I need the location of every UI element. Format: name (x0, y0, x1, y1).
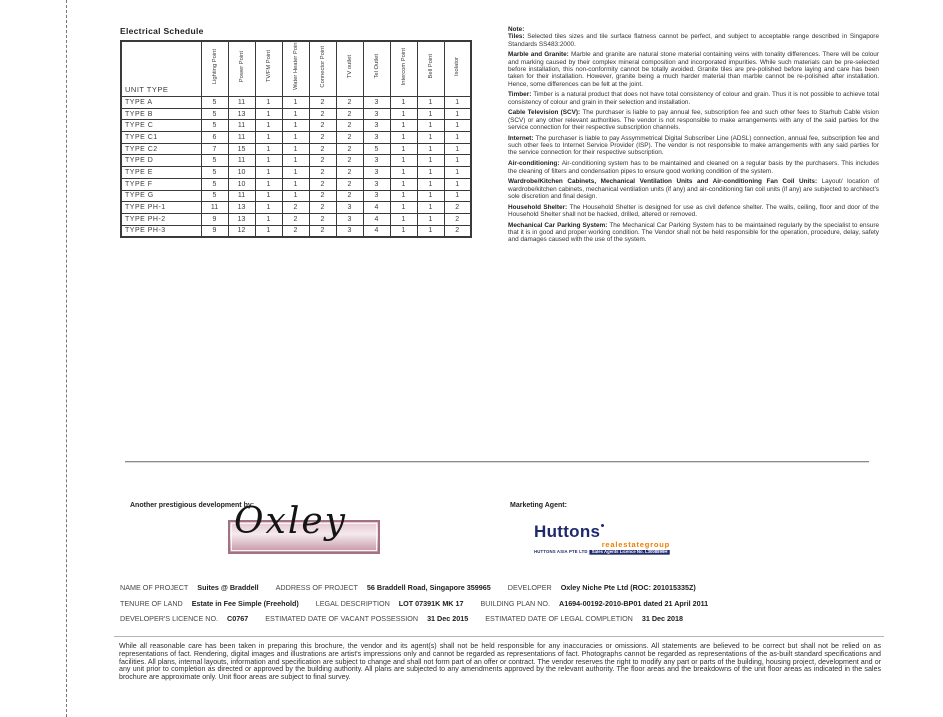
unit-type-cell: TYPE PH-1 (121, 202, 201, 214)
value-cell: 1 (255, 167, 282, 179)
developer-intro-label: Another prestigious development by: (130, 502, 255, 509)
value-cell: 5 (201, 155, 228, 167)
unit-type-cell: TYPE F (121, 178, 201, 190)
table-row (121, 225, 471, 237)
value-cell: 1 (444, 143, 471, 155)
value-cell: 1 (417, 108, 444, 120)
table-row (121, 108, 471, 120)
unit-type-cell: TYPE C (121, 120, 201, 132)
value-cell: 2 (444, 225, 471, 237)
disclaimer-text: While all reasonable care has been taken in preparing this brochure, the vendor and its agent(s) shall not be held responsible for any inaccuracies or omissions. All statements are believed to be correct but shall not be relied on as representations of fact. Rendering, digital images and illustrations are artist's impressions only and cannot be regarded as representations of fact. Photographs cannot be regarded as representations of the as-built standard specifications and facilities. All plans, internal layouts, information and specification are subject to change and shall not form part of an offer or contract. The vendor reserves the right to modify any part or parts of the building, housing project, development and or any unit prior to completion as directed or approved by the building authority. All plans are subjected to any amendments approved by the relevant authority. The floor areas and the breakdowns of the unit floor areas as indicated in the sales brochure are approximate only. Unit floor areas are subject to final survey. (119, 642, 881, 682)
value-cell: 3 (363, 167, 390, 179)
note-text: The purchaser is liable to pay Assymmetrical Digital Subscriber Line (ADSL) connection, annual fee, subscription fee and such other fees to Internet Service Provider (ISP). The vendor is not responsible to make arrangements with any said parties for the service connection for their respective subscription. (508, 134, 879, 157)
note-title: Timber: (508, 91, 534, 99)
value-cell: 3 (336, 213, 363, 225)
value-cell: 2 (309, 213, 336, 225)
value-cell: 1 (255, 132, 282, 144)
table-row (121, 97, 471, 109)
notes-list (508, 33, 879, 243)
value-cell: 6 (201, 132, 228, 144)
value-cell: 11 (228, 120, 255, 132)
table-row (121, 202, 471, 214)
notes-heading: Note: (508, 26, 525, 33)
value-cell: 3 (363, 132, 390, 144)
value-cell: 13 (228, 108, 255, 120)
note-paragraph (508, 178, 879, 200)
value-cell: 1 (390, 190, 417, 202)
huttons-licence-badge: Sales Agents Licence No. L3008899H (589, 550, 669, 555)
value-cell: 1 (282, 132, 309, 144)
column-header-label: Lighting Point (211, 48, 218, 85)
value-cell: 1 (282, 143, 309, 155)
value-cell: 2 (336, 132, 363, 144)
value-cell: 1 (444, 190, 471, 202)
note-paragraph (508, 51, 879, 87)
unit-type-cell: TYPE PH-2 (121, 213, 201, 225)
note-title: Marble and Granite: (508, 51, 571, 59)
value-cell: 1 (282, 108, 309, 120)
value-cell: 1 (255, 202, 282, 214)
column-header (363, 41, 390, 97)
value-cell: 1 (417, 155, 444, 167)
fold-mark-line (66, 0, 67, 717)
value-cell: 3 (336, 225, 363, 237)
value-cell: 2 (282, 213, 309, 225)
value-cell: 1 (255, 143, 282, 155)
table-row (121, 178, 471, 190)
unit-type-header: UNIT TYPE (121, 41, 201, 97)
value-cell: 1 (390, 143, 417, 155)
value-cell: 1 (390, 167, 417, 179)
value-cell: 2 (282, 202, 309, 214)
value-cell: 1 (390, 120, 417, 132)
detail-pair (120, 583, 259, 592)
detail-label: ESTIMATED DATE OF VACANT POSSESSION (265, 614, 419, 623)
unit-type-cell: TYPE E (121, 167, 201, 179)
value-cell: 2 (309, 97, 336, 109)
value-cell: 2 (309, 143, 336, 155)
value-cell: 13 (228, 213, 255, 225)
value-cell: 1 (282, 97, 309, 109)
detail-value: Oxley Niche Pte Ltd (ROC: 201015335Z) (560, 583, 696, 592)
value-cell: 1 (417, 178, 444, 190)
note-text: Marble and granite are natural stone material containing veins with tonality differences. There will be colour and marking caused by their complex mineral composition and incorporated impurities. While such materials can be pre-selected before installation, this non-conformity cannot be totally avoided. Granite tiles are pre-polished before laying and care has been taken for their installation. However, granite being a much harder material than marble cannot be re-polished after installation. Hence, some differences can be felt at the joint. (508, 51, 879, 88)
value-cell: 3 (363, 120, 390, 132)
detail-label: DEVELOPER (507, 583, 552, 592)
value-cell: 3 (336, 202, 363, 214)
value-cell: 5 (201, 167, 228, 179)
value-cell: 15 (228, 143, 255, 155)
detail-label: DEVELOPER'S LICENCE NO. (120, 614, 219, 623)
note-title: Wardrobe/Kitchen Cabinets, Mechanical Ventilation Units and Air-conditioning Fan Coil Units: (508, 178, 822, 186)
value-cell: 1 (417, 190, 444, 202)
table-row (121, 143, 471, 155)
project-details-row (120, 599, 882, 608)
note-title: Internet: (508, 134, 536, 142)
column-header-label: Tel Outlet (373, 54, 380, 79)
huttons-company-name: HUTTONS ASIA PTE LTD (534, 550, 588, 555)
value-cell: 1 (390, 132, 417, 144)
value-cell: 4 (363, 202, 390, 214)
value-cell: 1 (444, 167, 471, 179)
value-cell: 1 (417, 225, 444, 237)
value-cell: 1 (417, 167, 444, 179)
huttons-wordmark: Huttons (534, 522, 601, 541)
value-cell: 1 (390, 213, 417, 225)
column-header (201, 41, 228, 97)
value-cell: 1 (282, 178, 309, 190)
value-cell: 1 (255, 213, 282, 225)
column-header (444, 41, 471, 97)
value-cell: 7 (201, 143, 228, 155)
project-details-row (120, 614, 882, 623)
table-row (121, 132, 471, 144)
electrical-schedule-title: Electrical Schedule (120, 26, 204, 36)
value-cell: 10 (228, 178, 255, 190)
detail-label: NAME OF PROJECT (120, 583, 189, 592)
huttons-tagline: realestategroup (601, 540, 670, 549)
table-row (121, 120, 471, 132)
note-text: Air-conditioning system has to be maintained and cleaned on a regular basis by the purchasers. This includes the cleaning of filters and condensation pipes to ensure good working condition of the system. (508, 160, 880, 175)
value-cell: 1 (282, 190, 309, 202)
note-title: Air-conditioning: (508, 160, 562, 168)
value-cell: 1 (444, 97, 471, 109)
value-cell: 5 (201, 190, 228, 202)
value-cell: 1 (255, 120, 282, 132)
value-cell: 1 (282, 120, 309, 132)
value-cell: 1 (255, 190, 282, 202)
value-cell: 2 (336, 97, 363, 109)
value-cell: 11 (201, 202, 228, 214)
value-cell: 3 (363, 190, 390, 202)
value-cell: 1 (444, 155, 471, 167)
column-header-label: Intercom Point (400, 47, 407, 86)
value-cell: 3 (363, 155, 390, 167)
column-header-label: Isolator (454, 56, 461, 76)
value-cell: 2 (282, 225, 309, 237)
value-cell: 2 (336, 178, 363, 190)
value-cell: 4 (363, 225, 390, 237)
note-paragraph (508, 91, 879, 106)
value-cell: 1 (255, 97, 282, 109)
value-cell: 1 (390, 202, 417, 214)
value-cell: 1 (444, 132, 471, 144)
value-cell: 2 (309, 225, 336, 237)
value-cell: 2 (309, 178, 336, 190)
column-header (309, 41, 336, 97)
value-cell: 1 (390, 225, 417, 237)
note-paragraph (508, 160, 879, 175)
note-title: Mechanical Car Parking System: (508, 221, 610, 229)
value-cell: 1 (390, 108, 417, 120)
column-header (390, 41, 417, 97)
value-cell: 2 (309, 202, 336, 214)
value-cell: 2 (444, 213, 471, 225)
trademark-dot-icon (601, 524, 604, 527)
note-title: Tiles: (508, 33, 528, 41)
table-row (121, 155, 471, 167)
value-cell: 2 (309, 155, 336, 167)
detail-pair (485, 614, 683, 623)
detail-pair (481, 599, 709, 608)
unit-type-cell: TYPE C2 (121, 143, 201, 155)
value-cell: 2 (336, 108, 363, 120)
table-header (121, 41, 471, 97)
huttons-logo-text (534, 523, 670, 540)
note-paragraph (508, 222, 879, 244)
project-details-row (120, 583, 882, 592)
value-cell: 2 (309, 108, 336, 120)
oxley-logo (228, 501, 380, 554)
value-cell: 2 (336, 120, 363, 132)
huttons-licence-bar (534, 550, 670, 555)
value-cell: 1 (417, 143, 444, 155)
detail-value: LOT 07391K MK 17 (398, 598, 464, 608)
note-text: The purchaser is liable to pay annual fee, subscription fee and such other fees to Starhub Cable vision (SCV) or any other relevant authorities. The vendor is not responsible to make arrangements with any of the said parties for the service connection for their respective subscription channels. (508, 109, 879, 132)
value-cell: 1 (255, 108, 282, 120)
value-cell: 1 (255, 225, 282, 237)
column-header-label: Connector Point (319, 45, 326, 88)
detail-pair (276, 583, 491, 592)
note-paragraph (508, 204, 879, 219)
value-cell: 1 (390, 97, 417, 109)
value-cell: 4 (363, 213, 390, 225)
detail-label: ESTIMATED DATE OF LEGAL COMPLETION (485, 614, 633, 623)
detail-pair (265, 614, 468, 623)
detail-value: 31 Dec 2018 (641, 614, 684, 623)
value-cell: 3 (363, 108, 390, 120)
value-cell: 5 (363, 143, 390, 155)
detail-value: C0767 (227, 614, 249, 623)
value-cell: 1 (255, 178, 282, 190)
column-header (417, 41, 444, 97)
value-cell: 1 (390, 155, 417, 167)
value-cell: 1 (282, 167, 309, 179)
value-cell: 1 (417, 120, 444, 132)
detail-label: ADDRESS OF PROJECT (275, 583, 358, 592)
value-cell: 1 (282, 155, 309, 167)
value-cell: 13 (228, 202, 255, 214)
value-cell: 11 (228, 132, 255, 144)
value-cell: 1 (417, 213, 444, 225)
value-cell: 2 (336, 143, 363, 155)
value-cell: 2 (309, 132, 336, 144)
unit-type-cell: TYPE C1 (121, 132, 201, 144)
detail-value: Estate in Fee Simple (Freehold) (191, 598, 299, 608)
table-header-row (121, 41, 471, 97)
value-cell: 1 (417, 202, 444, 214)
detail-pair (120, 599, 299, 608)
detail-value: Suites @ Braddell (197, 583, 259, 592)
electrical-schedule-section (120, 26, 472, 238)
value-cell: 10 (228, 167, 255, 179)
value-cell: 1 (255, 155, 282, 167)
note-title: Household Shelter: (508, 203, 570, 211)
value-cell: 2 (309, 120, 336, 132)
value-cell: 2 (336, 167, 363, 179)
detail-pair (316, 599, 464, 608)
detail-label: TENURE OF LAND (120, 598, 183, 608)
value-cell: 2 (309, 190, 336, 202)
unit-type-cell: TYPE D (121, 155, 201, 167)
notes-section (508, 26, 879, 247)
table-row (121, 213, 471, 225)
value-cell: 3 (363, 178, 390, 190)
value-cell: 1 (444, 178, 471, 190)
note-text: The Household Shelter is designed for use as civil defence shelter. The walls, ceiling, floor and door of the Household Shelter shall not be hacked, drilled, altered or removed. (508, 203, 879, 219)
note-text: Selected tiles sizes and tile surface flatness cannot be perfect, and subject to acceptable range described in Singapore Standards SS483:2000. (508, 33, 879, 48)
value-cell: 1 (444, 120, 471, 132)
table-row (121, 167, 471, 179)
value-cell: 9 (201, 213, 228, 225)
value-cell: 3 (363, 97, 390, 109)
value-cell: 5 (201, 120, 228, 132)
column-header-label: TV/FM Point (265, 50, 272, 83)
oxley-logo-text: Oxley (234, 501, 347, 542)
column-header-label: Power Point (238, 50, 245, 83)
marketing-agent-label: Marketing Agent: (510, 502, 567, 509)
value-cell: 5 (201, 108, 228, 120)
note-paragraph (508, 33, 879, 48)
note-text: Layout/ location of wardrobe/kitchen cabinets, mechanical ventilation units (if any) and air-conditioning fan coil units (if any) are subjected to architect's sole discretion and final design. (508, 178, 880, 200)
table-row (121, 190, 471, 202)
note-paragraph (508, 135, 879, 157)
column-header-label: Water Heater Point (292, 40, 299, 90)
detail-pair (508, 583, 696, 592)
value-cell: 11 (228, 155, 255, 167)
detail-value: A1694-00192-2010-BP01 dated 21 April 2011 (559, 598, 709, 608)
unit-type-cell: TYPE PH-3 (121, 225, 201, 237)
value-cell: 2 (309, 167, 336, 179)
column-header-label: Bell Point (427, 54, 434, 79)
column-header (228, 41, 255, 97)
unit-type-cell: TYPE G (121, 190, 201, 202)
value-cell: 1 (390, 178, 417, 190)
detail-label: BUILDING PLAN NO. (480, 598, 550, 608)
note-text: Timber is a natural product that does not have total consistency of colour and grain. Thus it is not possible to achieve total consistency of colour and grain in their selection and installation. (508, 91, 879, 106)
note-text: The Mechanical Car Parking System has to be maintained regularly by the specialist to ensure that it is in good and proper working condition. The Vendor shall not be held responsible for the operation, procedure, delay, safety and damages caused with the use of the system. (508, 221, 880, 244)
table-body (121, 97, 471, 237)
horizontal-divider (125, 461, 869, 463)
column-header (336, 41, 363, 97)
column-header (255, 41, 282, 97)
column-header-label: TV outlet (346, 54, 353, 79)
value-cell: 11 (228, 97, 255, 109)
huttons-logo (534, 523, 670, 556)
project-details-section (120, 583, 882, 630)
disclaimer-divider (114, 636, 884, 637)
value-cell: 2 (444, 202, 471, 214)
value-cell: 9 (201, 225, 228, 237)
detail-value: 56 Braddell Road, Singapore 359965 (366, 583, 491, 592)
note-paragraph (508, 109, 879, 131)
column-header (282, 41, 309, 97)
value-cell: 5 (201, 178, 228, 190)
unit-type-cell: TYPE B (121, 108, 201, 120)
electrical-schedule-table (120, 40, 472, 238)
value-cell: 1 (444, 108, 471, 120)
unit-type-cell: TYPE A (121, 97, 201, 109)
value-cell: 11 (228, 190, 255, 202)
value-cell: 5 (201, 97, 228, 109)
detail-pair (120, 614, 248, 623)
value-cell: 1 (417, 132, 444, 144)
detail-label: LEGAL DESCRIPTION (315, 598, 390, 608)
note-title: Cable Television (SCV): (508, 109, 583, 117)
value-cell: 1 (417, 97, 444, 109)
value-cell: 2 (336, 190, 363, 202)
value-cell: 2 (336, 155, 363, 167)
detail-value: 31 Dec 2015 (427, 614, 469, 623)
value-cell: 12 (228, 225, 255, 237)
